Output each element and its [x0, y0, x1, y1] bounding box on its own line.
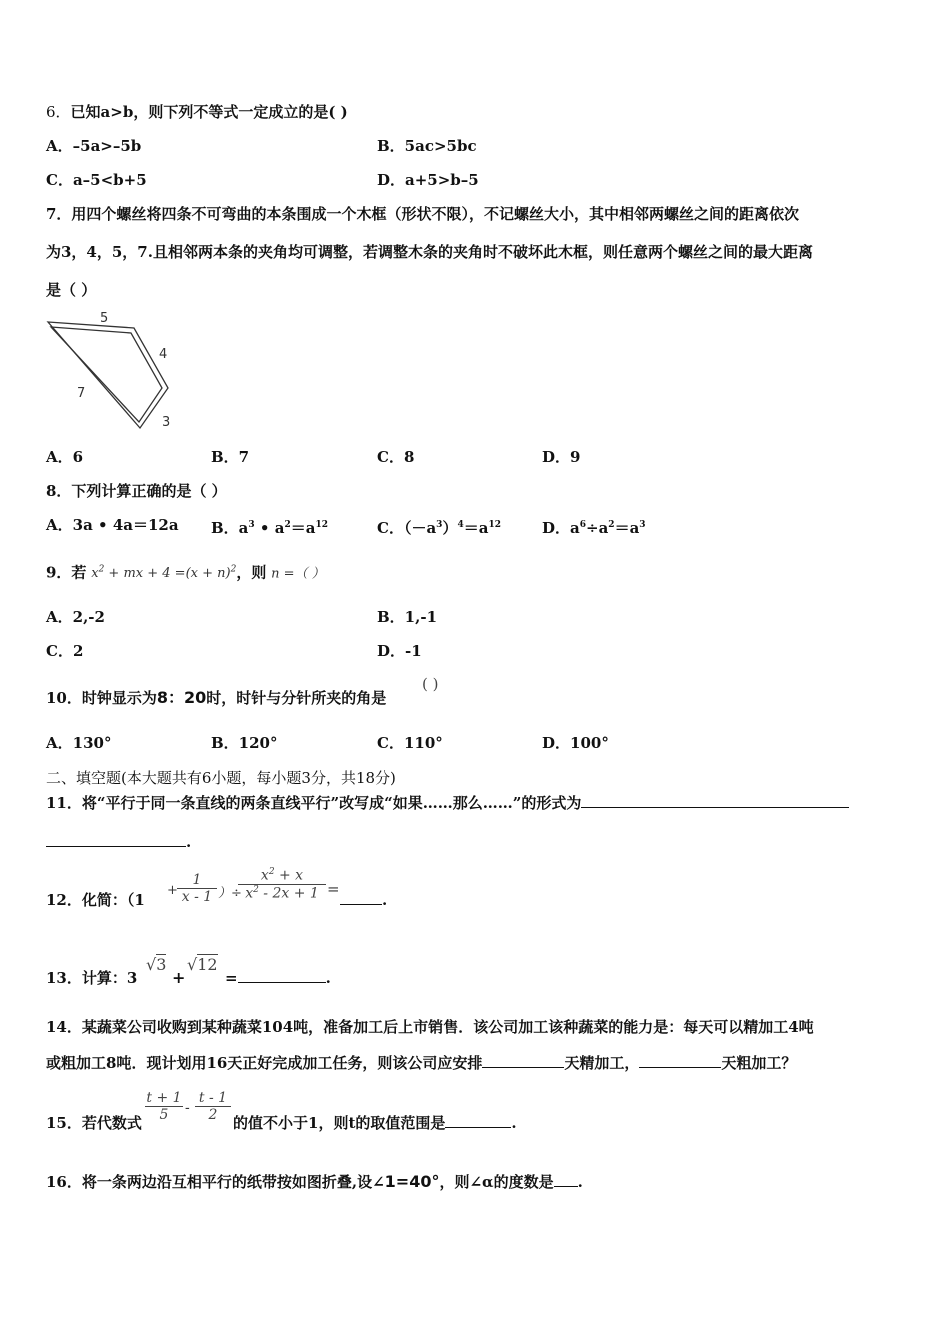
q13-answer-blank[interactable]	[238, 968, 326, 983]
q13-sqrt-12: √12	[187, 955, 218, 974]
q13-sqrt-3: √3	[146, 955, 167, 974]
q7-option-a[interactable]: A．6	[46, 448, 84, 466]
q7-fig-label-5: 5	[100, 311, 109, 326]
q12-plus: +	[167, 883, 178, 898]
q12-pre: 12．化简：（1	[46, 891, 145, 909]
q7-wooden-frame-figure	[40, 308, 190, 438]
q13-plus: +	[172, 968, 186, 987]
q7-stem-line2: 为3，4，5，7.且相邻两本条的夹角均可调整，若调整木条的夹角时不破坏此木框，则任意两个螺丝之间的最大距离	[46, 243, 813, 261]
q7-fig-label-7: 7	[77, 386, 86, 401]
q15-fraction-2: $\frac{t - 1}{2}$	[195, 1090, 231, 1123]
q11-answer-blank-1[interactable]	[581, 793, 849, 808]
q7-option-b[interactable]: B．7	[211, 448, 250, 466]
q6-option-b[interactable]: B．5ac>5bc	[377, 137, 477, 155]
q14-answer-blank-2[interactable]	[639, 1053, 721, 1068]
q16-stem: 16．将一条两边沿互相平行的纸带按如图折叠,设∠1=40°，则∠α的度数是 .	[46, 1172, 583, 1191]
q7-stem-line3: 是（ ）	[46, 281, 97, 299]
q7-stem-line1: 7．用四个螺丝将四条不可弯曲的本条围成一个木框（形状不限），不记螺丝大小，其中相邻两螺丝之间的距离依次	[46, 205, 799, 223]
q12-fraction-2: $\frac{x^2 + x}{x^2 - 2x + 1}$	[238, 867, 326, 901]
q11-stem-cont: .	[46, 832, 191, 852]
q15-pre: 15．若代数式	[46, 1114, 142, 1132]
q9-option-c[interactable]: C．2	[46, 642, 84, 660]
q8-option-a[interactable]: A．3a • 4a＝12a	[46, 516, 179, 534]
q6-option-a[interactable]: A．–5a>–5b	[46, 137, 142, 155]
q12-divide: ）÷	[218, 886, 242, 901]
q10-option-a[interactable]: A．130°	[46, 734, 112, 752]
q15-fraction-1: $\frac{t + 1}{5}$	[146, 1090, 182, 1123]
q8-stem: 8．下列计算正确的是（ ）	[46, 482, 227, 500]
q10-option-b[interactable]: B．120°	[211, 734, 278, 752]
q9-option-a[interactable]: A．2,-2	[46, 608, 105, 626]
q9-formula: $x^2$ + mx + $4 =(x + n)^2$	[91, 565, 237, 582]
q11-stem: 11．将“平行于同一条直线的两条直线平行”改写成“如果……那么……”的形式为	[46, 793, 849, 813]
q12-fraction-1: $\frac{1}{x - 1}$	[177, 872, 217, 905]
q14-stem-line1: 14．某蔬菜公司收购到某种蔬菜104吨，准备加工后上市销售．该公司加工该种蔬菜的能力是：每天可以精加工4吨	[46, 1018, 814, 1036]
q15-answer-blank[interactable]	[445, 1113, 511, 1128]
q10-option-c[interactable]: C．110°	[377, 734, 443, 752]
q14-answer-blank-1[interactable]	[482, 1053, 564, 1068]
q6-stem: 6．已知a>b，则下列不等式一定成立的是( )	[46, 103, 348, 121]
q10-answer-paren: ( )	[422, 675, 439, 693]
q8-option-c[interactable]: C．$(-a^3)^4=a^{12}$	[377, 519, 501, 537]
q9-stem: 9．若 $x^2$ + mx + $4 =(x + n)^2$，则 n =（ ）	[46, 563, 325, 582]
q9-option-d[interactable]: D．-1	[377, 642, 422, 660]
section-2-heading: 二、填空题(本大题共有6小题，每小题3分，共18分)	[46, 769, 396, 787]
q12-answer: .	[340, 890, 387, 910]
q10-option-d[interactable]: D．100°	[542, 734, 609, 752]
q8-option-b[interactable]: B．$a^3$ • $a^2=a^{12}$	[211, 519, 328, 537]
q6-option-c[interactable]: C．a–5<b+5	[46, 171, 147, 189]
q7-option-c[interactable]: C．8	[377, 448, 415, 466]
q11-answer-blank-2[interactable]	[46, 832, 186, 847]
q13-answer: = .	[225, 969, 331, 987]
q7-fig-label-3: 3	[162, 415, 171, 430]
q8-option-d[interactable]: D．$a^6\div a^2=a^3$	[542, 519, 646, 537]
q6-option-d[interactable]: D．a+5>b–5	[377, 171, 479, 189]
q7-fig-label-4: 4	[159, 347, 168, 362]
q10-stem: 10．时钟显示为8：20时，时针与分针所夹的角是	[46, 688, 387, 707]
q13-pre: 13．计算：3	[46, 969, 138, 987]
q14-stem-line2: 或粗加工8吨．现计划用16天正好完成加工任务，则该公司应安排 天精加工， 天粗加工？	[46, 1054, 797, 1072]
q12-answer-blank[interactable]	[340, 890, 382, 905]
q7-option-d[interactable]: D．9	[542, 448, 581, 466]
q15-post: 的值不小于1，则t的取值范围是 .	[233, 1114, 517, 1132]
q16-answer-blank[interactable]	[554, 1172, 578, 1187]
q9-option-b[interactable]: B．1,-1	[377, 608, 438, 626]
q12-equals: =	[327, 880, 340, 898]
q15-minus: -	[185, 1100, 190, 1116]
